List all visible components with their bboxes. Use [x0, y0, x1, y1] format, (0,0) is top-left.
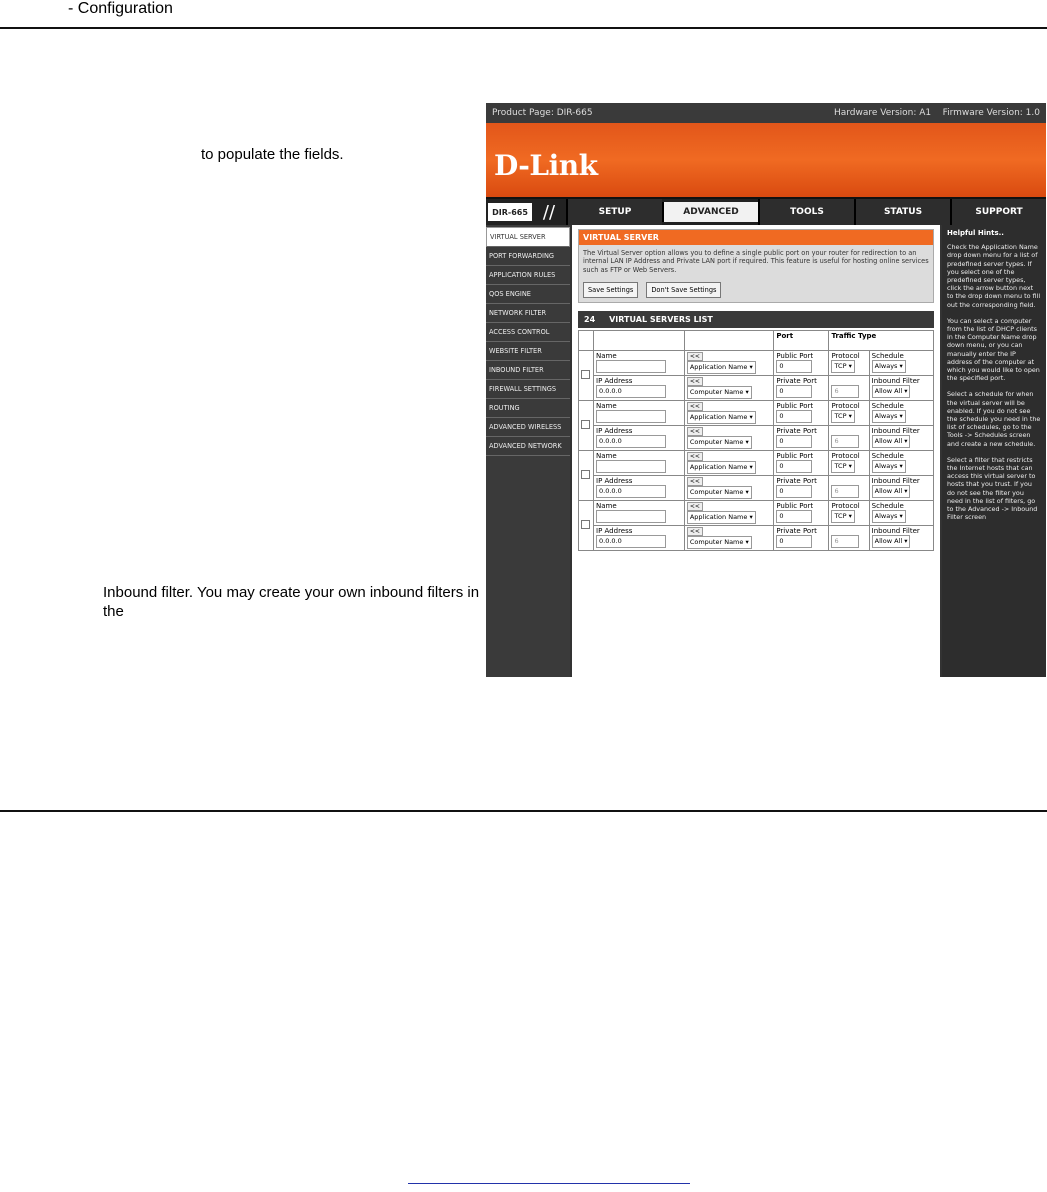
- private-port-label: Private Port: [776, 377, 817, 386]
- ip-address-input[interactable]: 0.0.0.0: [596, 535, 666, 548]
- main-content: [570, 225, 942, 677]
- name-label: Name: [596, 502, 617, 511]
- col-port: Port: [774, 331, 829, 351]
- inbound-filter-value: Allow All: [874, 537, 903, 546]
- computer-name-value: Computer Name: [689, 538, 744, 547]
- sidebar-item-virtual-server[interactable]: VIRTUAL SERVER: [486, 227, 570, 247]
- footer-link-underline: [408, 1183, 690, 1184]
- inbound-filter-label: Inbound Filter: [871, 427, 920, 436]
- help-title: Helpful Hints..: [947, 229, 1004, 237]
- virtual-server-box: [578, 229, 934, 303]
- version-info: [834, 108, 1040, 118]
- protocol-number-input[interactable]: 6: [831, 435, 859, 448]
- virtual-server-description: The Virtual Server option allows you to define a single public port on your router for redirection to an internal LAN IP Address and Private LAN port if required. This feature is useful for hosting online services such as FTP or Web Servers.: [583, 249, 929, 274]
- name-input[interactable]: [596, 360, 666, 373]
- computer-name-select[interactable]: Computer Name ▾: [687, 386, 752, 399]
- name-label: Name: [596, 452, 617, 461]
- schedule-label: Schedule: [871, 502, 904, 511]
- table-row: [579, 426, 934, 451]
- application-name-value: Application Name: [689, 413, 748, 422]
- computer-name-select[interactable]: Computer Name ▾: [687, 486, 752, 499]
- model-badge: DIR-665: [488, 203, 532, 221]
- computer-name-select[interactable]: Computer Name ▾: [687, 436, 752, 449]
- entry-enable-cell: [579, 451, 594, 501]
- help-panel: [942, 225, 1046, 677]
- text-populate: to populate the fields.: [201, 146, 344, 163]
- inbound-filter-value: Allow All: [874, 387, 903, 396]
- copy-computer-button[interactable]: <<: [687, 477, 703, 486]
- private-port-label: Private Port: [776, 427, 817, 436]
- name-input[interactable]: [596, 410, 666, 423]
- protocol-select[interactable]: TCP ▾: [831, 510, 854, 523]
- ip-address-label: IP Address: [596, 427, 633, 436]
- save-settings-button[interactable]: Save Settings: [583, 282, 638, 298]
- application-name-select[interactable]: Application Name ▾: [687, 361, 756, 374]
- text-inbound: Inbound filter. You may create your own inbound filters in the: [103, 584, 480, 620]
- private-port-input[interactable]: 0: [776, 535, 812, 548]
- application-name-value: Application Name: [689, 463, 748, 472]
- copy-app-button[interactable]: <<: [687, 402, 703, 411]
- schedule-value: Always: [874, 462, 898, 471]
- tab-setup[interactable]: SETUP: [566, 199, 662, 225]
- schedule-value: Always: [874, 512, 898, 521]
- inbound-filter-select[interactable]: Allow All ▾: [872, 435, 911, 448]
- virtual-server-title: VIRTUAL SERVER: [579, 230, 933, 245]
- schedule-select[interactable]: Always ▾: [872, 410, 906, 423]
- schedule-select[interactable]: Always ▾: [872, 510, 906, 523]
- computer-name-value: Computer Name: [689, 388, 744, 397]
- ip-address-label: IP Address: [596, 527, 633, 536]
- inbound-filter-value: Allow All: [874, 437, 903, 446]
- ip-address-label: IP Address: [596, 477, 633, 486]
- private-port-input[interactable]: 0: [776, 385, 812, 398]
- ip-address-label: IP Address: [596, 377, 633, 386]
- application-name-select[interactable]: Application Name ▾: [687, 411, 756, 424]
- protocol-select[interactable]: TCP ▾: [831, 360, 854, 373]
- entry-enable-checkbox[interactable]: [581, 470, 590, 479]
- sidebar-item-port-forwarding[interactable]: PORT FORWARDING: [486, 247, 570, 266]
- protocol-value: TCP: [834, 512, 847, 521]
- copy-computer-button[interactable]: <<: [687, 377, 703, 386]
- sidebar-item-network-filter[interactable]: NETWORK FILTER: [486, 304, 570, 323]
- private-port-label: Private Port: [776, 527, 817, 536]
- inbound-filter-label: Inbound Filter: [871, 527, 920, 536]
- copy-computer-button[interactable]: <<: [687, 427, 703, 436]
- public-port-input[interactable]: 0: [776, 360, 812, 373]
- table-row: [579, 476, 934, 501]
- footer-rule: [0, 810, 1047, 812]
- router-nav: [486, 197, 1046, 225]
- schedule-label: Schedule: [871, 352, 904, 361]
- table-row: [579, 526, 934, 551]
- copy-app-button[interactable]: <<: [687, 352, 703, 361]
- protocol-select[interactable]: TCP ▾: [831, 410, 854, 423]
- entry-enable-cell: [579, 401, 594, 451]
- router-topbar: [486, 103, 1046, 123]
- virtual-servers-list-header: [578, 311, 934, 328]
- sidebar-item-routing[interactable]: ROUTING: [486, 399, 570, 418]
- inbound-filter-select[interactable]: Allow All ▾: [872, 385, 911, 398]
- help-text-2: You can select a computer from the list of DHCP clients in the Computer Name drop down menu, or you can manually enter the IP address of the computer at which you would like to open the specified port.: [947, 316, 1040, 383]
- router-banner: [486, 123, 1046, 197]
- sidebar-item-inbound-filter[interactable]: INBOUND FILTER: [486, 361, 570, 380]
- inbound-filter-label: Inbound Filter: [871, 477, 920, 486]
- protocol-number-input[interactable]: 6: [831, 385, 859, 398]
- public-port-label: Public Port: [776, 352, 814, 361]
- private-port-label: Private Port: [776, 477, 817, 486]
- table-row: [579, 501, 934, 526]
- copy-app-button[interactable]: <<: [687, 502, 703, 511]
- protocol-label: Protocol: [831, 352, 860, 361]
- private-port-input[interactable]: 0: [776, 485, 812, 498]
- protocol-label: Protocol: [831, 502, 860, 511]
- tab-advanced[interactable]: ADVANCED: [662, 202, 758, 222]
- public-port-label: Public Port: [776, 452, 814, 461]
- list-count: 24: [584, 315, 596, 325]
- inbound-filter-value: Allow All: [874, 487, 903, 496]
- entry-enable-cell: [579, 351, 594, 401]
- help-text-3: Select a schedule for when the virtual server will be enabled. If you do not see the schedule you need in the list of schedules, go to the Tools -> Schedules screen and create a new schedule.: [947, 390, 1041, 448]
- entry-enable-checkbox[interactable]: [581, 370, 590, 379]
- help-text-4: Select a filter that restricts the Internet hosts that can access this virtual server to hosts that you trust. If you do not see the filter you need in the list of filters, go to the Advanced -> Inbound Filter screen: [947, 455, 1038, 522]
- application-name-value: Application Name: [689, 363, 748, 372]
- computer-name-select[interactable]: Computer Name ▾: [687, 536, 752, 549]
- copy-computer-button[interactable]: <<: [687, 527, 703, 536]
- schedule-label: Schedule: [871, 402, 904, 411]
- public-port-label: Public Port: [776, 402, 814, 411]
- private-port-input[interactable]: 0: [776, 435, 812, 448]
- name-label: Name: [596, 402, 617, 411]
- sidebar: [486, 225, 570, 677]
- application-name-select[interactable]: Application Name ▾: [687, 461, 756, 474]
- inbound-filter-select[interactable]: Allow All ▾: [872, 535, 911, 548]
- dlink-logo: D-Link: [494, 149, 598, 182]
- inbound-filter-label: Inbound Filter: [871, 377, 920, 386]
- protocol-value: TCP: [834, 362, 847, 371]
- protocol-label: Protocol: [831, 402, 860, 411]
- name-label: Name: [596, 352, 617, 361]
- protocol-select[interactable]: TCP ▾: [831, 460, 854, 473]
- router-screenshot: [486, 103, 1046, 677]
- table-header-row: [579, 331, 934, 351]
- sidebar-item-advanced-wireless[interactable]: ADVANCED WIRELESS: [486, 418, 570, 437]
- col-traffic-type: Traffic Type: [829, 331, 934, 351]
- public-port-input[interactable]: 0: [776, 510, 812, 523]
- sidebar-item-application-rules[interactable]: APPLICATION RULES: [486, 266, 570, 285]
- list-title: VIRTUAL SERVERS LIST: [609, 315, 713, 325]
- public-port-input[interactable]: 0: [776, 460, 812, 473]
- inbound-filter-select[interactable]: Allow All ▾: [872, 485, 911, 498]
- help-text-1: Check the Application Name drop down menu for a list of predefined server types. If you select one of the predefined server types, click the arrow button next to the drop down menu to fill out the corresponding field.: [947, 243, 1041, 309]
- protocol-label: Protocol: [831, 452, 860, 461]
- computer-name-value: Computer Name: [689, 488, 744, 497]
- dont-save-settings-button[interactable]: Don't Save Settings: [646, 282, 721, 298]
- nav-slash-icon: //: [542, 201, 556, 223]
- tab-tools[interactable]: TOOLS: [758, 199, 854, 225]
- entry-enable-checkbox[interactable]: [581, 520, 590, 529]
- schedule-select[interactable]: Always ▾: [872, 460, 906, 473]
- sidebar-item-access-control[interactable]: ACCESS CONTROL: [486, 323, 570, 342]
- firmware-version: Firmware Version: 1.0: [942, 108, 1040, 118]
- sidebar-item-firewall-settings[interactable]: FIREWALL SETTINGS: [486, 380, 570, 399]
- name-input[interactable]: [596, 510, 666, 523]
- protocol-value: TCP: [834, 462, 847, 471]
- sidebar-item-website-filter[interactable]: WEBSITE FILTER: [486, 342, 570, 361]
- header-rule: [0, 27, 1047, 29]
- protocol-number-input[interactable]: 6: [831, 485, 859, 498]
- name-input[interactable]: [596, 460, 666, 473]
- protocol-value: TCP: [834, 412, 847, 421]
- tab-support[interactable]: SUPPORT: [950, 199, 1046, 225]
- schedule-value: Always: [874, 362, 898, 371]
- protocol-number-input[interactable]: 6: [831, 535, 859, 548]
- application-name-value: Application Name: [689, 513, 748, 522]
- page-header: - Configuration: [68, 0, 173, 17]
- table-row: [579, 351, 934, 376]
- hardware-version: Hardware Version: A1: [833, 108, 932, 118]
- sidebar-item-qos-engine[interactable]: QOS ENGINE: [486, 285, 570, 304]
- public-port-input[interactable]: 0: [776, 410, 812, 423]
- product-page: Product Page: DIR-665: [492, 108, 593, 118]
- entry-enable-checkbox[interactable]: [581, 420, 590, 429]
- table-row: [579, 451, 934, 476]
- computer-name-value: Computer Name: [689, 438, 744, 447]
- ip-address-input[interactable]: 0.0.0.0: [596, 385, 666, 398]
- sidebar-item-advanced-network[interactable]: ADVANCED NETWORK: [486, 437, 570, 456]
- entry-enable-cell: [579, 501, 594, 551]
- ip-address-input[interactable]: 0.0.0.0: [596, 435, 666, 448]
- copy-app-button[interactable]: <<: [687, 452, 703, 461]
- tab-status[interactable]: STATUS: [854, 199, 950, 225]
- table-row: [579, 401, 934, 426]
- schedule-label: Schedule: [871, 452, 904, 461]
- schedule-select[interactable]: Always ▾: [872, 360, 906, 373]
- ip-address-input[interactable]: 0.0.0.0: [596, 485, 666, 498]
- schedule-value: Always: [874, 412, 898, 421]
- table-row: [579, 376, 934, 401]
- public-port-label: Public Port: [776, 502, 814, 511]
- virtual-servers-table: [578, 330, 934, 551]
- application-name-select[interactable]: Application Name ▾: [687, 511, 756, 524]
